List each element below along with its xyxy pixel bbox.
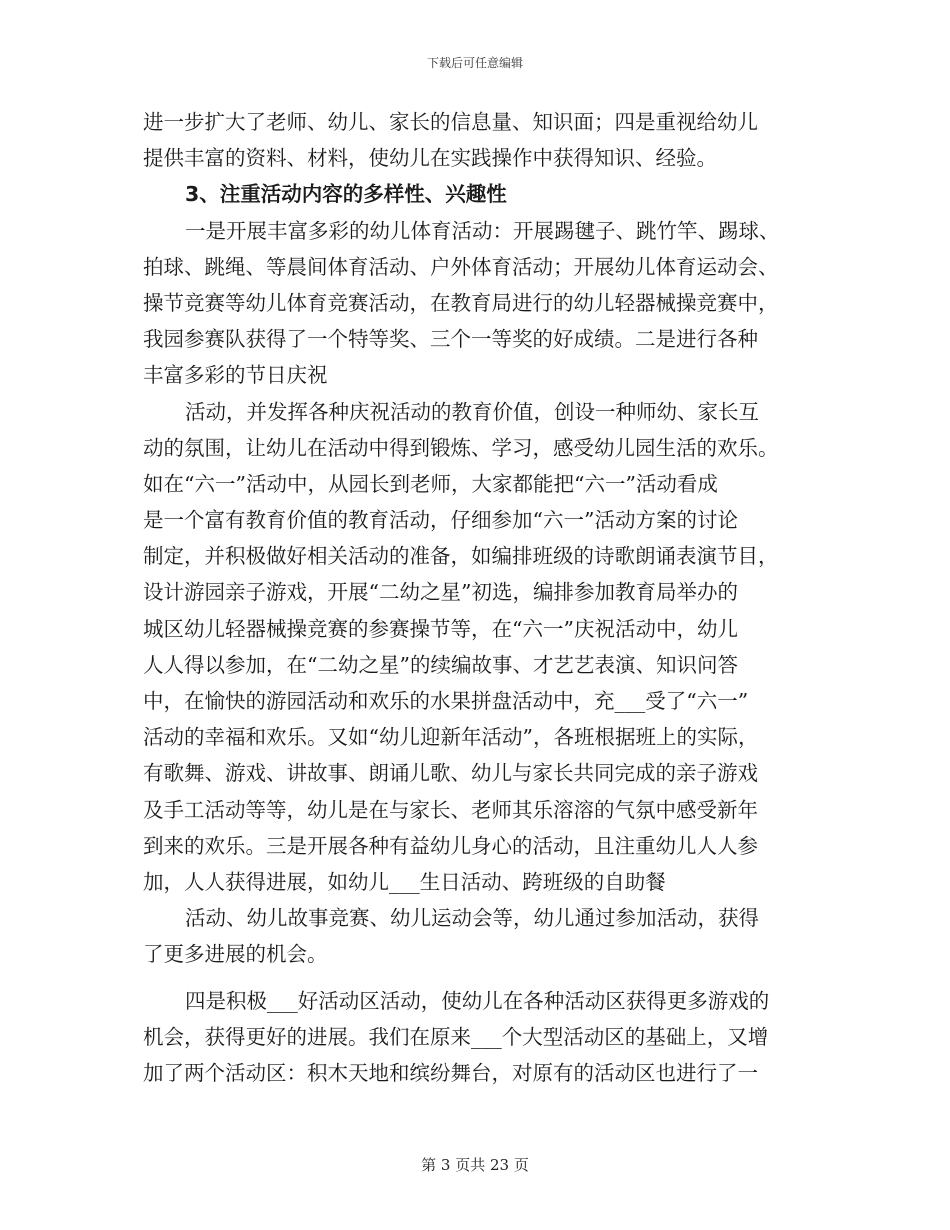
text-line: 活动的幸福和欢乐。又如“幼儿迎新年活动”，各班根据班上的实际， — [143, 725, 759, 750]
text-line: 了更多进展的机会。 — [143, 942, 328, 967]
text-line: 是一个富有教育价值的教育活动，仔细参加“六一”活动方案的讨论 — [143, 508, 738, 533]
section-heading: 3、注重活动内容的多样性、兴趣性 — [185, 182, 507, 207]
text-line: 机会，获得更好的进展。我们在原来___个大型活动区的基础上，又增 — [143, 1024, 769, 1049]
text-line: 提供丰富的资料、材料，使幼儿在实践操作中获得知识、经验。 — [143, 146, 717, 171]
text-line: 活动，并发挥各种庆祝活动的教育价值，创设一种师幼、家长互 — [185, 399, 759, 424]
text-line: 中，在愉快的游园活动和欢乐的水果拼盘活动中，充___受了“六一” — [143, 689, 749, 713]
text-line: 我园参赛队获得了一个特等奖、三个一等奖的好成绩。二是进行各种 — [143, 327, 758, 352]
text-line: 有歌舞、游戏、讲故事、朗诵儿歌、幼儿与家长共同完成的亲子游戏 — [143, 761, 758, 786]
text-line: 一是开展丰富多彩的幼儿体育活动：开展踢毽子、跳竹竿、踢球、 — [185, 218, 780, 243]
text-line: 人人得以参加，在“二幼之星”的续编故事、才艺艺表演、知识问答 — [143, 652, 738, 677]
text-line: 动的氛围，让幼儿在活动中得到锻炼、学习，感受幼儿园生活的欢乐。 — [143, 435, 779, 460]
text-line: 加，人人获得进展，如幼儿___生日活动、跨班级的自助餐 — [143, 869, 666, 894]
page-footer: 第 3 页共 23 页 — [421, 1156, 529, 1174]
text-line: 设计游园亲子游戏，开展“二幼之星”初选，编排参加教育局举办的 — [143, 580, 738, 605]
text-line: 活动、幼儿故事竞赛、幼儿运动会等，幼儿通过参加活动，获得 — [185, 906, 759, 931]
page-header: 下载后可任意编辑 — [426, 56, 523, 70]
document-body — [143, 104, 823, 1091]
text-line: 操节竞赛等幼儿体育竞赛活动，在教育局进行的幼儿轻器械操竞赛中， — [143, 290, 779, 315]
text-line: 及手工活动等等，幼儿是在与家长、老师其乐溶溶的气氛中感受新年 — [143, 797, 758, 822]
text-line: 如在“六一”活动中，从园长到老师，大家都能把“六一”活动看成 — [143, 471, 718, 496]
text-line: 进一步扩大了老师、幼儿、家长的信息量、知识面；四是重视给幼儿 — [143, 110, 758, 134]
text-line: 加了两个活动区：积木天地和缤纷舞台，对原有的活动区也进行了一 — [143, 1060, 758, 1085]
text-line: 到来的欢乐。三是开展各种有益幼儿身心的活动，且注重幼儿人人参 — [143, 833, 758, 858]
text-line: 四是积极___好活动区活动，使幼儿在各种活动区获得更多游戏的 — [185, 988, 770, 1013]
text-line: 城区幼儿轻器械操竞赛的参赛操节等，在“六一”庆祝活动中，幼儿 — [143, 616, 738, 641]
paragraph-gap — [143, 973, 823, 983]
text-line: 制定，并积极做好相关活动的准备，如编排班级的诗歌朗诵表演节目， — [143, 544, 779, 569]
text-line: 拍球、跳绳、等晨间体育活动、户外体育活动；开展幼儿体育运动会、 — [143, 254, 779, 279]
text-line: 丰富多彩的节日庆祝 — [143, 363, 328, 388]
